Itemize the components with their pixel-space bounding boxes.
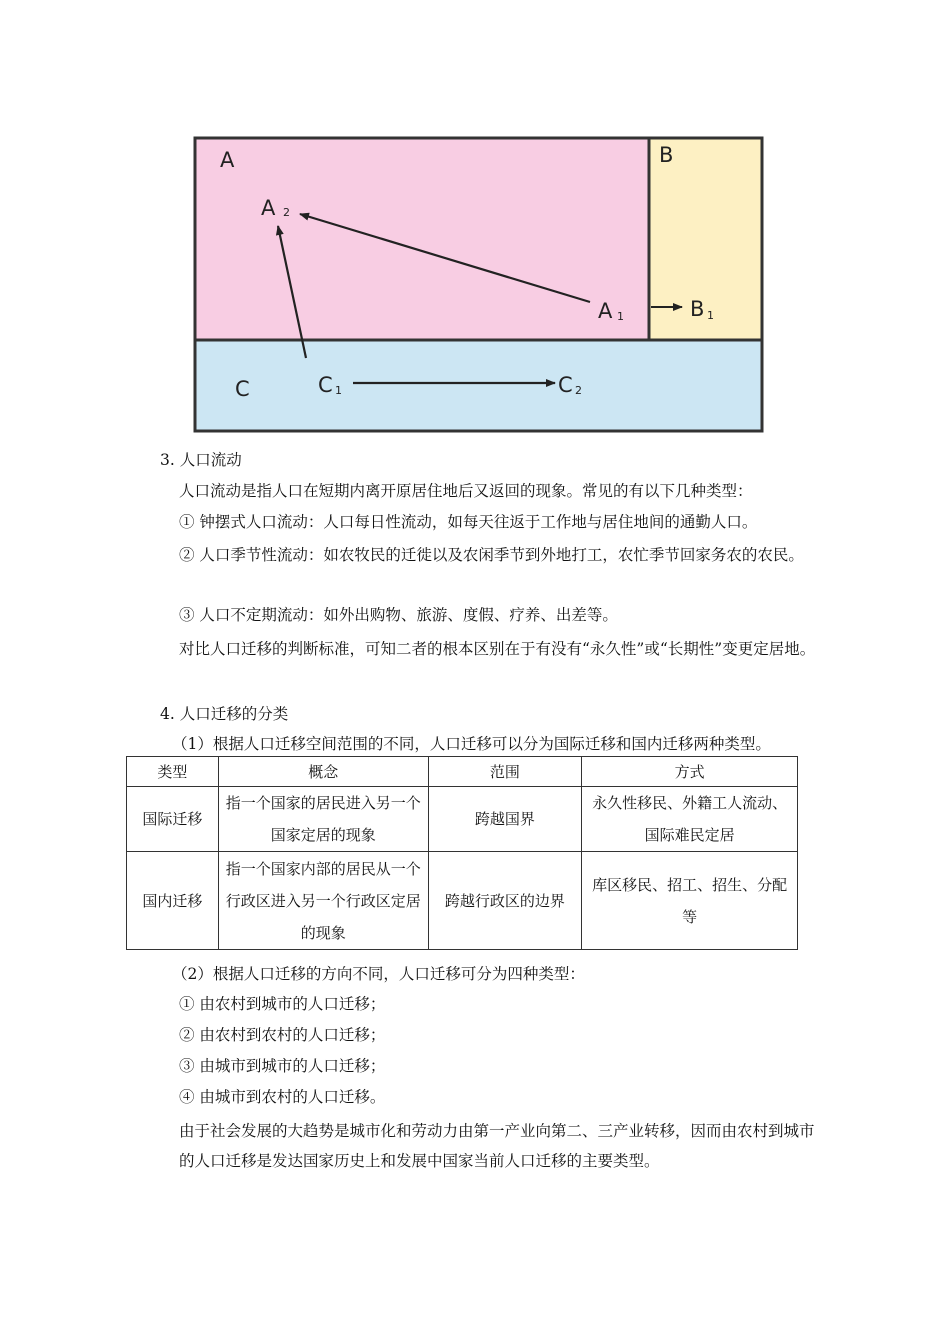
region-b-label: B xyxy=(659,143,674,167)
region-a-area xyxy=(195,138,649,340)
point-c2-label: C xyxy=(558,373,573,397)
table-header-cell: 概念 xyxy=(218,757,428,787)
direction-type-3: ③ 由城市到城市的人口迁移； xyxy=(179,1057,386,1075)
migration-types-table xyxy=(126,756,798,950)
table-cell-mode: 库区移民、招工、招生、分配等 xyxy=(582,852,798,950)
table-cell-type: 国际迁移 xyxy=(127,787,219,852)
point-b1-subscript: 1 xyxy=(707,309,714,322)
section3-comparison xyxy=(147,634,817,664)
section4-intro2: （2）根据人口迁移的方向不同，人口迁移可分为四种类型： xyxy=(172,965,585,983)
section3-heading: 3. 人口流动 xyxy=(160,451,242,469)
table-header-cell: 方式 xyxy=(582,757,798,787)
direction-type-4: ④ 由城市到农村的人口迁移。 xyxy=(179,1088,386,1106)
table-cell-scope: 跨越国界 xyxy=(428,787,582,852)
table-header-cell: 类型 xyxy=(127,757,219,787)
section3-definition: 人口流动是指人口在短期内离开原居住地后又返回的现象。常见的有以下几种类型： xyxy=(179,482,753,500)
table-cell-concept: 指一个国家内部的居民从一个行政区进入另一个行政区定居的现象 xyxy=(218,852,428,950)
point-a2-subscript: 2 xyxy=(283,206,290,219)
flow-type-2-text: ② 人口季节性流动：如农牧民的迁徙以及农闲季节到外地打工，农忙季节回家务农的农民。 xyxy=(179,546,804,564)
table-row xyxy=(127,852,798,950)
point-a1-label: A xyxy=(598,299,613,323)
section4-conclusion xyxy=(147,1116,817,1176)
table-cell-type: 国内迁移 xyxy=(127,852,219,950)
point-c2-subscript: 2 xyxy=(575,384,582,397)
flow-type-1: ① 钟摆式人口流动：人口每日性流动，如每天往返于工作地与居住地间的通勤人口。 xyxy=(179,513,758,531)
section4-intro1: （1）根据人口迁移空间范围的不同，人口迁移可以分为国际迁移和国内迁移两种类型。 xyxy=(172,735,771,753)
table-cell-concept: 指一个国家的居民进入另一个国家定居的现象 xyxy=(218,787,428,852)
flow-type-2 xyxy=(147,540,817,570)
point-c1-subscript: 1 xyxy=(335,384,342,397)
table-cell-scope: 跨越行政区的边界 xyxy=(428,852,582,950)
table-header-cell: 范围 xyxy=(428,757,582,787)
flow-type-3: ③ 人口不定期流动：如外出购物、旅游、度假、疗养、出差等。 xyxy=(179,606,618,624)
region-c-label: C xyxy=(235,377,250,401)
region-b-area xyxy=(649,138,762,340)
point-b1-label: B xyxy=(690,297,705,321)
region-c-area xyxy=(195,340,762,431)
migration-diagram-svg xyxy=(193,136,765,434)
section3-comparison-text: 对比人口迁移的判断标准，可知二者的根本区别在于有没有“永久性”或“长期性”变更定居地。 xyxy=(179,640,816,658)
table-row xyxy=(127,787,798,852)
point-a1-subscript: 1 xyxy=(617,310,624,323)
region-a-label: A xyxy=(220,148,235,172)
table-header-row xyxy=(127,757,798,787)
table-cell-mode: 永久性移民、外籍工人流动、国际难民定居 xyxy=(582,787,798,852)
migration-diagram xyxy=(193,136,765,434)
point-c1-label: C xyxy=(318,373,333,397)
section4-heading: 4. 人口迁移的分类 xyxy=(160,705,289,723)
direction-type-2: ② 由农村到农村的人口迁移； xyxy=(179,1026,386,1044)
point-a2-label: A xyxy=(261,196,276,220)
direction-type-1: ① 由农村到城市的人口迁移； xyxy=(179,995,386,1013)
section4-conclusion-text: 由于社会发展的大趋势是城市化和劳动力由第一产业向第二、三产业转移，因而由农村到城市的人口迁移是发达国家历史上和发展中国家当前人口迁移的主要类型。 xyxy=(179,1122,815,1170)
